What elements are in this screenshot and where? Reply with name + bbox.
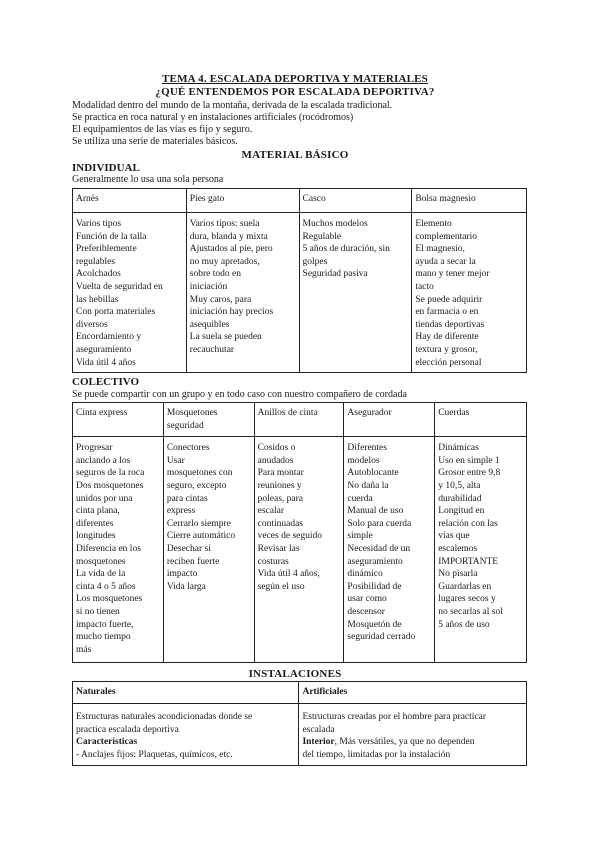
colectivo-heading: COLECTIVO: [72, 376, 140, 388]
individual-header: Arnés: [73, 189, 187, 213]
colectivo-subtitle: Se puede compartir con un grupo y en todo caso con nuestro compañero de cordada: [72, 389, 407, 400]
instalaciones-table: [72, 681, 527, 766]
page-title: TEMA 4. ESCALADA DEPORTIVA Y MATERIALES: [162, 73, 428, 85]
individual-cell: Varios tipos: suela dura, blanda y mixta Ajustados al pie, pero no muy apretados, sobre todo en iniciación Muy caros, para iniciación hay precios asequibles La suela se pueden recauchutar: [186, 213, 299, 373]
instalaciones-header: Artificiales: [299, 682, 527, 704]
colectivo-cell: Diferentes modelos Autoblocante No daña la cuerda Manual de uso Solo para cuerda simple Necesidad de un aseguramiento dinámico Posibilidad de usar como descensor Mosquetón de seguridad cerrado: [344, 437, 435, 663]
colectivo-header: Asegurador: [344, 403, 435, 437]
naturales-cell: Estructuras naturales acondicionadas donde se practica escalada deportiva Características - Anclajes fijos: Plaquetas, químicos, etc.: [73, 704, 299, 766]
artificiales-cell: Estructuras creadas por el hombre para practicar escalada Interior, Más versátiles, ya que no dependen del tiempo, limitadas por la instalación: [299, 704, 527, 766]
individual-header: Bolsa magnesio: [412, 189, 527, 213]
individual-header: Casco: [299, 189, 412, 213]
colectivo-cell: Progresar anclando a los seguros de la roca Dos mosquetones unidos por una cinta plana, diferentes longitudes Diferencia en los mosquetones La vida de la cinta 4 o 5 años Los mosquetones si no tienen impacto fuerte, mucho tiempo más: [73, 437, 164, 663]
individual-cell: Varios tipos Función de la talla Preferiblemente regulables Acolchados Vuelta de seguridad en las hebillas Con porta materiales diversos Encordamiento y aseguramiento Vida útil 4 años: [73, 213, 187, 373]
individual-cell: Muchos modelos Regulable 5 años de duración, sin golpes Seguridad pasiva: [299, 213, 412, 373]
colectivo-table: [72, 402, 527, 663]
colectivo-header: Cuerdas: [435, 403, 527, 437]
colectivo-cell: Conectores Usar mosquetones con seguro, excepto para cintas express Cerrarlo siempre Cierre automático Desechar si reciben fuerte impacto Vida larga: [163, 437, 254, 663]
material-basico-heading: MATERIAL BÁSICO: [241, 149, 349, 161]
intro-line: Se utiliza una serie de materiales básicos.: [72, 136, 238, 147]
intro-line: Modalidad dentro del mundo de la montaña, derivada de la escalada tradicional.: [72, 100, 393, 111]
interior-label: Interior: [302, 737, 335, 748]
colectivo-cell: Dinámicas Uso en simple 1 Grosor entre 9,8 y 10,5, alta durabilidad Longitud en relación con las vías que escalemos IMPORTANTE No pisarla Guardarlas en lugares secos y no secarlas al sol 5 años de uso: [435, 437, 527, 663]
intro-line: El equipamientos de las vías es fijo y seguro.: [72, 124, 253, 135]
page-subtitle: ¿QUÉ ENTENDEMOS POR ESCALADA DEPORTIVA?: [155, 86, 435, 98]
instalaciones-header: Naturales: [73, 682, 299, 704]
colectivo-cell: Cosidos o anudados Para montar reuniones y poleas, para escalar continuadas veces de seguido Revisar las costuras Vida útil 4 años, según el uso: [254, 437, 344, 663]
instalaciones-heading: INSTALACIONES: [248, 668, 342, 680]
caracteristicas-label: Características: [76, 737, 138, 748]
individual-cell: Elemento complementario El magnesio, ayuda a secar la mano y tener mejor tacto Se puede adquirir en farmacia o en tiendas deportivas Hay de diferente textura y grosor, elección personal: [412, 213, 527, 373]
intro-line: Se practica en roca natural y en instalaciones artificiales (rocódromos): [72, 112, 354, 123]
individual-table: [72, 188, 527, 373]
individual-subtitle: Generalmente lo usa una sola persona: [72, 174, 224, 185]
individual-heading: INDIVIDUAL: [72, 162, 140, 174]
colectivo-header: Anillos de cinta: [254, 403, 344, 437]
colectivo-header: Mosquetones seguridad: [163, 403, 254, 437]
individual-header: Pies gato: [186, 189, 299, 213]
colectivo-header: Cinta express: [73, 403, 164, 437]
